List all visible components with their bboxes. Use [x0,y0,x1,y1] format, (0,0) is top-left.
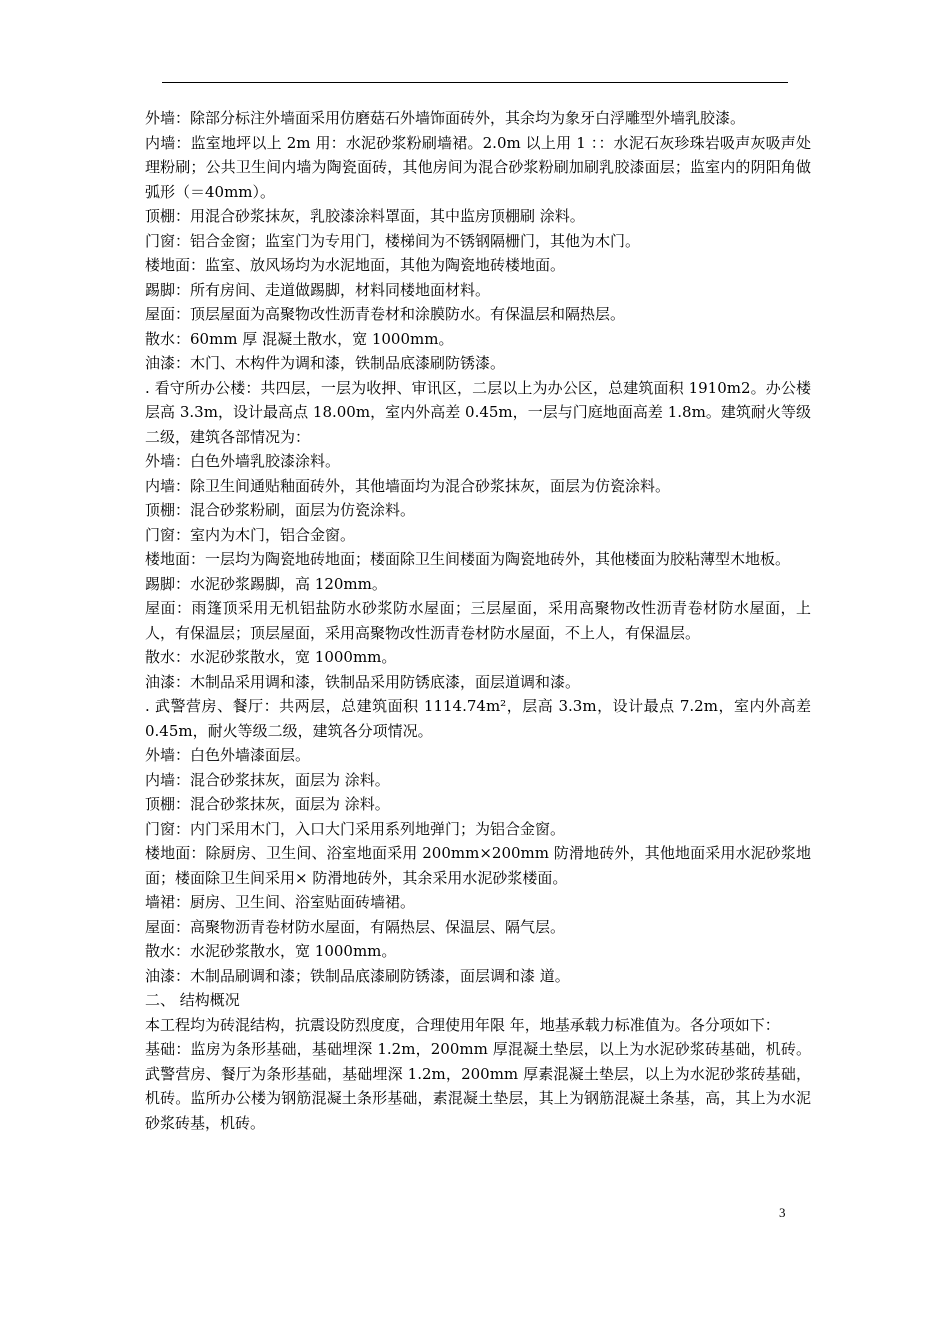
header-rule [162,82,788,83]
paragraph-apron-1: 散水：60mm 厚 混凝土散水，宽 1000mm。 [145,329,454,348]
paragraph-skirting-1: 踢脚：所有房间、走道做踢脚，材料同楼地面材料。 [145,280,491,299]
paragraph-doors-windows-2: 门窗：室内为木门，铝合金窗。 [145,525,356,544]
paragraph-doors-windows-3: 门窗：内门采用木门，入口大门采用系列地弹门；为铝合金窗。 [145,819,566,838]
paragraph-doors-windows-1: 门窗：铝合金窗；监室门为专用门，楼梯间为不锈钢隔栅门，其他为木门。 [145,231,641,250]
paragraph-exterior-wall-1: 外墙：除部分标注外墙面采用仿磨菇石外墙饰面砖外，其余均为象牙白浮雕型外墙乳胶漆。 [145,109,746,127]
paragraph-roof-3: 屋面：高聚物沥青卷材防水屋面，有隔热层、保温层、隔气层。 [145,917,566,936]
paragraph-interior-wall-1: 内墙：监室地坪以上 2m 用：水泥砂浆粉刷墙裙。2.0m 以上用 1 ：：水泥石灰珍珠岩吸声灰吸声处理粉刷；公共卫生间内墙为陶瓷面砖，其他房间为混合砂浆粉刷加刷乳胶漆面层；监室内的阴阳角做弧形（＝40mm）。 [145,133,811,201]
paragraph-apron-2: 散水：水泥砂浆散水，宽 1000mm。 [145,648,397,666]
paragraph-floor-3: 楼地面：除厨房、卫生间、浴室地面采用 200mm×200mm 防滑地砖外，其他地面采用水泥砂浆地面；楼面除卫生间采用× 防滑地砖外，其余采用水泥砂浆楼面。 [145,844,811,887]
paragraph-roof-1: 屋面：顶层屋面为高聚物改性沥青卷材和涂膜防水。有保温层和隔热层。 [145,305,626,323]
paragraph-roof-2: 屋面：雨篷顶采用无机铝盐防水砂浆防水屋面；三层屋面，采用高聚物改性沥青卷材防水屋面，上人，有保温层；顶层屋面，采用高聚物改性沥青卷材防水屋面，不上人，有保温层。 [145,599,811,642]
paragraph-structure-overview: 本工程均为砖混结构，抗震设防烈度度，合理使用年限 年，地基承载力标准值为。各分项如下： [145,1015,780,1034]
section-heading-structure: 二、 结构概况 [145,991,240,1009]
paragraph-paint-3: 油漆：木制品刷调和漆；铁制品底漆刷防锈漆，面层调和漆 道。 [145,966,570,985]
paragraph-ceiling-3: 顶棚：混合砂浆抹灰，面层为 涂料。 [145,795,390,813]
paragraph-interior-wall-3: 内墙：混合砂浆抹灰，面层为 涂料。 [145,770,390,789]
paragraph-skirting-2: 踢脚：水泥砂浆踢脚，高 120mm。 [145,574,387,593]
paragraph-ceiling-1: 顶棚：用混合砂浆抹灰，乳胶漆涂料罩面，其中监房顶棚刷 涂料。 [145,207,585,225]
paragraph-foundation: 基础：监房为条形基础，基础埋深 1.2m，200mm 厚混凝土垫层，以上为水泥砂浆砖基础，机砖。武警营房、餐厅为条形基础，基础埋深 1.2m，200mm 厚素混凝土垫层，以上为水泥砂浆砖基础，机砖。监所办公楼为钢筋混凝土条形基础，素混凝土垫层，其上为钢筋混凝土条基，高，其上为水泥砂浆砖基，机砖。 [145,1040,811,1132]
document-body [145,106,811,1135]
paragraph-floor-2: 楼地面：一层均为陶瓷地砖地面；楼面除卫生间楼面为陶瓷地砖外，其他楼面为胶粘薄型木地板。 [145,550,791,568]
paragraph-paint-2: 油漆：木制品采用调和漆，铁制品采用防锈底漆，面层道调和漆。 [145,672,581,691]
paragraph-apron-3: 散水：水泥砂浆散水，宽 1000mm。 [145,942,397,960]
paragraph-floor-1: 楼地面：监室、放风场均为水泥地面，其他为陶瓷地砖楼地面。 [145,256,566,274]
paragraph-exterior-wall-3: 外墙：白色外墙漆面层。 [145,746,311,764]
paragraph-dado-3: 墙裙：厨房、卫生间、浴室贴面砖墙裙。 [145,893,416,911]
paragraph-exterior-wall-2: 外墙：白色外墙乳胶漆涂料。 [145,452,341,470]
page-number: 3 [779,1205,786,1220]
paragraph-ceiling-2: 顶棚：混合砂浆粉刷，面层为仿瓷涂料。 [145,501,416,519]
paragraph-interior-wall-2: 内墙：除卫生间通贴釉面砖外，其他墙面均为混合砂浆抹灰，面层为仿瓷涂料。 [145,476,671,495]
paragraph-barracks-canteen: . 武警营房、餐厅：共两层，总建筑面积 1114.74m²，层高 3.3m，设计最点 7.2m，室内外高差 0.45m，耐火等级二级，建筑各分项情况。 [145,697,811,740]
paragraph-office-building: . 看守所办公楼：共四层，一层为收押、审讯区，二层以上为办公区，总建筑面积 1910m2。办公楼层高 3.3m，设计最高点 18.00m，室内外高差 0.45m，一层与门庭地面高差 1.8m。建筑耐火等级二级，建筑各部情况为： [145,378,811,446]
paragraph-paint-1: 油漆：木门、木构件为调和漆，铁制品底漆刷防锈漆。 [145,354,506,372]
